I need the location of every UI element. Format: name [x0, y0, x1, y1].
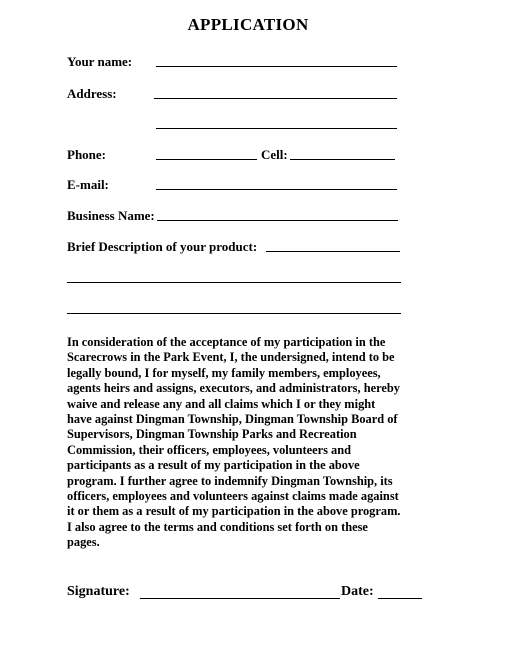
- page-title: APPLICATION: [187, 15, 309, 34]
- agreement-line: officers, employees and volunteers against claims made against: [67, 489, 399, 504]
- agreement-line: have against Dingman Township, Dingman Township Board of: [67, 412, 398, 427]
- phone-label: Phone:: [67, 147, 106, 162]
- business-name-label: Business Name:: [67, 208, 155, 223]
- description-label: Brief Description of your product:: [67, 239, 258, 254]
- agreement-line: agents heirs and assigns, executors, and administrators, hereby: [67, 381, 400, 396]
- description-field-line-2[interactable]: [67, 282, 401, 283]
- email-label: E-mail:: [67, 177, 109, 192]
- address-field-line-2[interactable]: [156, 128, 397, 129]
- address-field-line-1[interactable]: [154, 98, 397, 99]
- agreement-line: program. I further agree to indemnify Dingman Township, its: [67, 473, 393, 488]
- email-field[interactable]: [156, 189, 397, 190]
- cell-field[interactable]: [290, 159, 395, 160]
- agreement-line: Scarecrows in the Park Event, I, the undersigned, intend to be: [67, 350, 395, 365]
- agreement-line: Supervisors, Dingman Township Parks and Recreation: [67, 427, 357, 442]
- description-field-line-3[interactable]: [67, 313, 401, 314]
- date-label: Date:: [341, 584, 374, 599]
- date-field[interactable]: [378, 598, 422, 599]
- address-label: Address:: [67, 86, 117, 101]
- agreement-paragraph: [67, 335, 437, 551]
- agreement-line: participants as a result of my participation in the above: [67, 458, 360, 473]
- agreement-line: Commission, their officers, employees, volunteers and: [67, 442, 352, 457]
- agreement-line: legally bound, I for myself, my family members, employees,: [67, 365, 381, 380]
- business-name-field[interactable]: [157, 220, 398, 221]
- agreement-line: pages.: [67, 535, 100, 550]
- phone-field[interactable]: [156, 159, 257, 160]
- name-field[interactable]: [156, 66, 397, 67]
- signature-label: Signature:: [67, 584, 130, 599]
- agreement-line: waive and release any and all claims which I or they might: [67, 396, 376, 411]
- name-label: Your name:: [67, 54, 133, 69]
- agreement-line: In consideration of the acceptance of my participation in the: [67, 335, 386, 349]
- cell-label: Cell:: [261, 147, 288, 162]
- agreement-line: I also agree to the terms and conditions set forth on these: [67, 519, 368, 534]
- description-field-line-1[interactable]: [266, 251, 400, 252]
- agreement-line: it or them as a result of my participation in the above program.: [67, 504, 401, 519]
- signature-field[interactable]: [140, 598, 340, 599]
